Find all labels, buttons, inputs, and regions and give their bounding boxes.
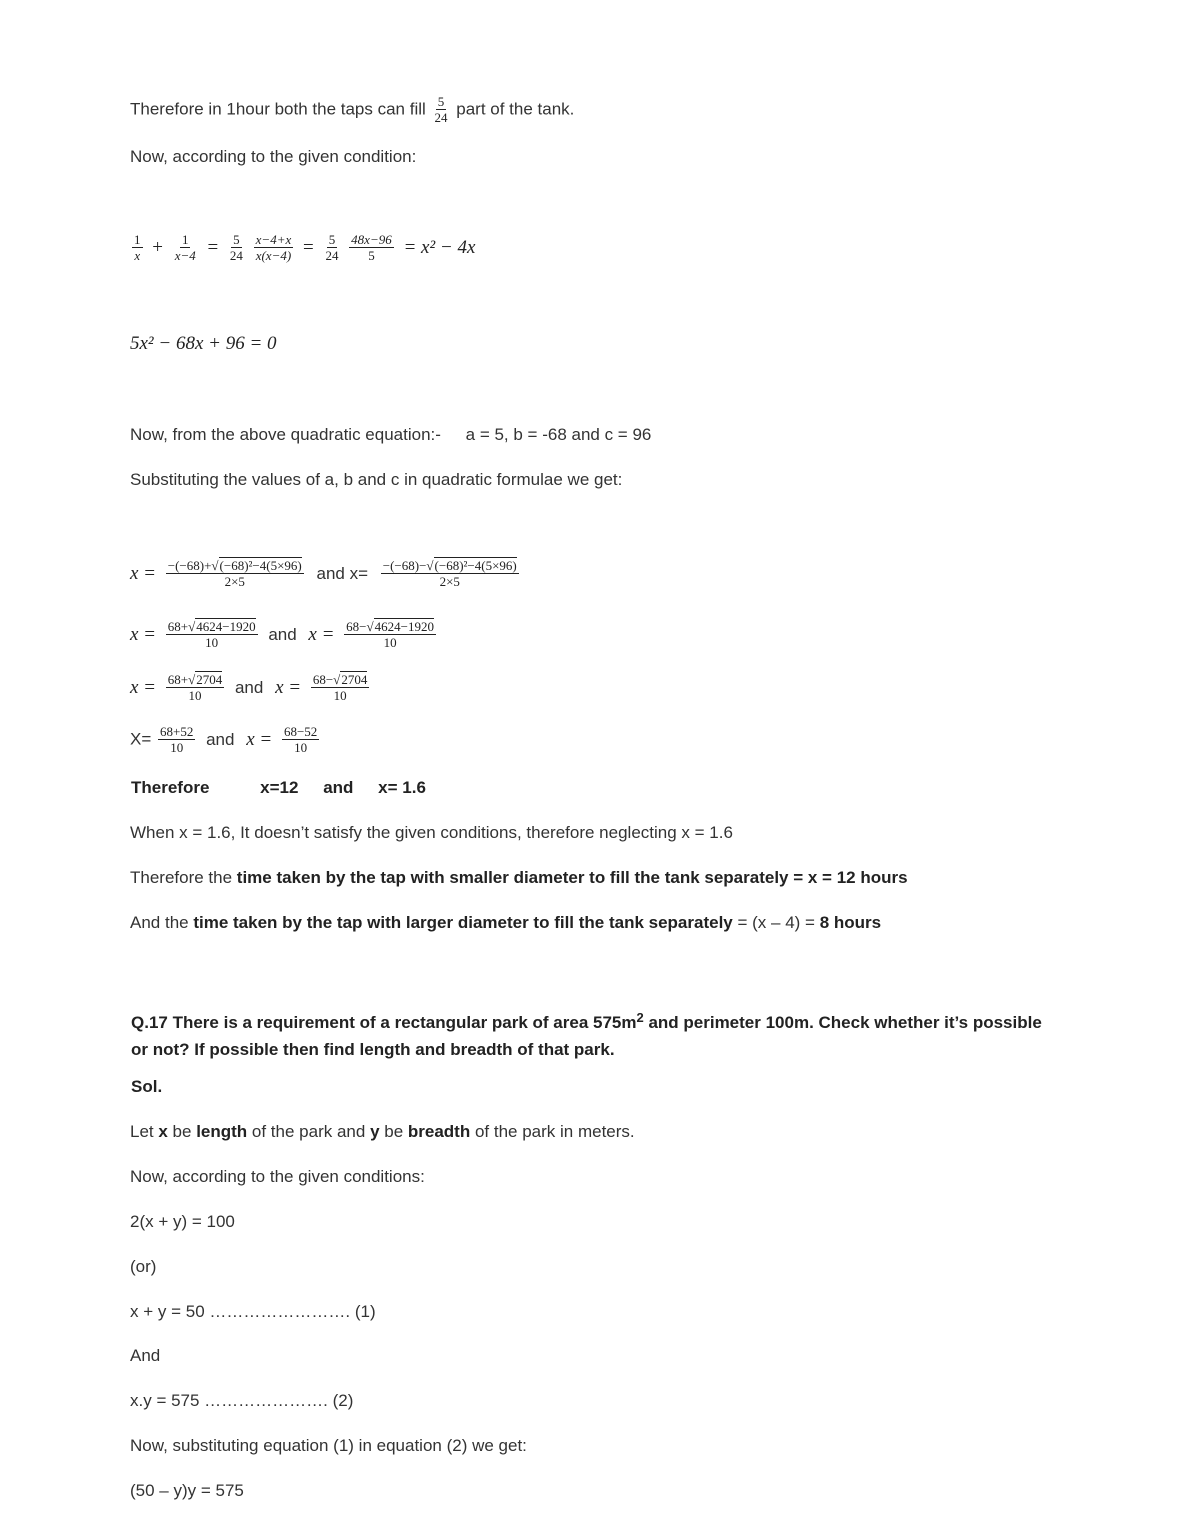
equation-1: x + y = 50 ……………………. (1) xyxy=(130,1302,376,1321)
result-line: Therefore x=12 and x= 1.6 xyxy=(131,778,426,797)
text-line-conditions: Now, according to the given conditions: xyxy=(130,1167,425,1186)
text-line-larger-tap: And the time taken by the tap with larger diameter to fill the tank separately = (x – 4) = 8 hours xyxy=(130,913,882,932)
equation-quadratic: 5x² − 68x + 96 = 0 xyxy=(130,333,277,354)
text-line-fill-rate: Therefore in 1hour both the taps can fill $\frac{5}{24}$ part of the tank. xyxy=(130,94,575,125)
text-line-let: Let x be length of the park and y be breadth of the park in meters. xyxy=(130,1122,635,1141)
solution-label: Sol. xyxy=(131,1077,163,1096)
text-line-neglect: When x = 1.6, It doesn’t satisfy the given conditions, therefore neglecting x = 1.6 xyxy=(130,823,733,842)
text-line-condition: Now, according to the given condition: xyxy=(130,147,417,166)
equation-perimeter: 2(x + y) = 100 xyxy=(130,1212,235,1231)
quadratic-formula-row-1: x = $\frac{\text{−(−68)+√(−68)²−4(5×96)}}{2\times 5}$ and x= $\frac{\text{−(−68)−√(−68)²−4(5×96)}}{2\times 5}$ xyxy=(130,558,517,589)
text-and: And xyxy=(130,1346,161,1365)
text-or: (or) xyxy=(130,1257,157,1276)
quadratic-formula-row-2: x = $\frac{68+√4624-1920}{10}$ and x = $\frac{68-√4624-1920}{10}$ xyxy=(130,619,434,650)
text-line-coefficients: Now, from the above quadratic equation:- a = 5, b = -68 and c = 96 xyxy=(130,425,652,444)
fraction-5-24: $\frac{5}{24}$ xyxy=(434,94,448,125)
quadratic-formula-row-3: x = $\frac{68+√2704}{10}$ and x = $\frac{68-√2704}{10}$ xyxy=(130,672,368,703)
text-line-smaller-tap: Therefore the time taken by the tap with smaller diameter to fill the tank separately = x = 12 hours xyxy=(130,868,908,887)
equation-2: x.y = 575 …………………. (2) xyxy=(130,1391,354,1410)
equation-3: (50 – y)y = 575 xyxy=(130,1481,244,1500)
text-line-substituting-eq: Now, substituting equation (1) in equation (2) we get: xyxy=(130,1436,527,1455)
quadratic-formula-row-4: X= $\frac{68+52}{10}$ and x = $\frac{68-52}{10}$ xyxy=(130,724,318,755)
equation-rate-sum: $\frac{1}{x}$ + $\frac{1}{x-4}$ = $\frac{5}{24}$ $\frac{x-4+x}{x(x-4)}$ = $\frac{5}{24}$ $\frac{48x-96}{5}$ = x² − 4x xyxy=(134,232,476,263)
text-line-substituting: Substituting the values of a, b and c in quadratic formulae we get: xyxy=(130,470,623,489)
question-17: Q.17 There is a requirement of a rectangular park of area $575m^2$ and perimeter 100m. Check whether it’s possible or not? If possible then find length and breadth of that park. xyxy=(131,1010,1042,1059)
